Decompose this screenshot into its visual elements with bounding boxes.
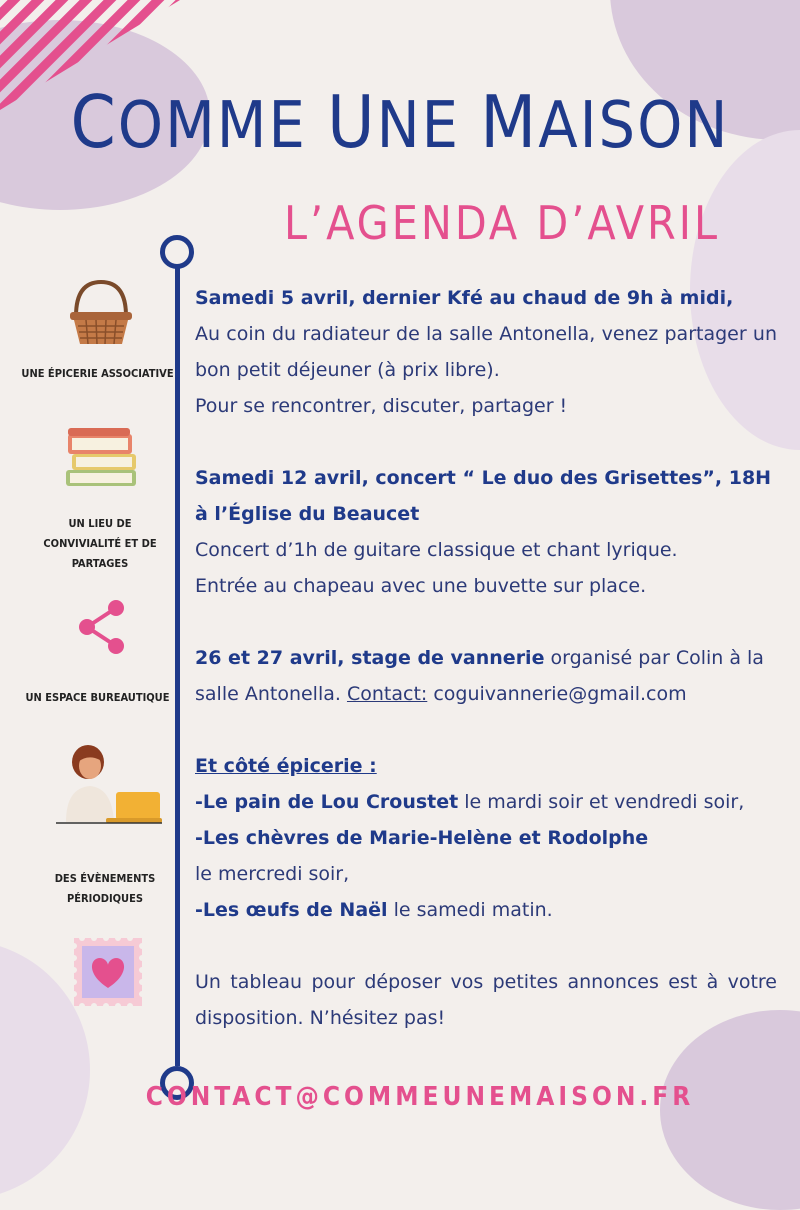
event-3-title: 26 et 27 avril, stage de vannerie bbox=[195, 647, 545, 669]
event-2-description: Concert d’1h de guitare classique et chant lyrique. bbox=[195, 539, 678, 561]
event-3-contact-label: Contact: bbox=[346, 683, 428, 705]
contact-email-link[interactable]: CONTACT@COMMEUNEMAISON.FR bbox=[145, 1082, 695, 1112]
event-3-email-link[interactable]: coguivannerie@gmail.com bbox=[427, 683, 687, 705]
person-laptop-icon bbox=[56, 742, 162, 824]
books-icon bbox=[62, 428, 144, 490]
epicerie-item-1-name: -Le pain de Lou Croustet bbox=[195, 791, 459, 813]
page-title: COMME UNE MAISON bbox=[70, 80, 730, 164]
event-2-note: Entrée au chapeau avec une buvette sur place. bbox=[195, 575, 647, 597]
epicerie-item-2 bbox=[195, 820, 777, 856]
share-icon bbox=[76, 598, 128, 656]
epicerie-item-1 bbox=[195, 784, 777, 820]
epicerie-item-3-name: -Les œufs de Naël bbox=[195, 899, 388, 921]
event-1-note: Pour se rencontrer, discuter, partager ! bbox=[195, 395, 568, 417]
label-convivialite: UN LIEU DE CONVIVIALITÉ ET DE PARTAGES bbox=[43, 517, 157, 570]
agenda-content bbox=[195, 280, 777, 1036]
epicerie-item-1-schedule: le mardi soir et vendredi soir, bbox=[458, 791, 745, 813]
agenda-subtitle: L’AGENDA D’AVRIL bbox=[283, 196, 720, 250]
epicerie-item-3 bbox=[195, 892, 777, 928]
label-evenements: DES ÉVÈNEMENTS PÉRIODIQUES bbox=[54, 872, 156, 905]
event-1-description: Au coin du radiateur de la salle Antonella, venez partager un bon petit déjeuner (à prix libre). bbox=[195, 323, 777, 381]
timeline-line bbox=[175, 266, 180, 1066]
epicerie-item-2-schedule: le mercredi soir, bbox=[195, 863, 350, 885]
epicerie-heading: Et côté épicerie : bbox=[195, 755, 377, 777]
event-3-description: organisé par Colin à la salle Antonella. bbox=[195, 647, 764, 705]
epicerie-item-3-schedule: le samedi matin. bbox=[387, 899, 553, 921]
footer-note: Un tableau pour déposer vos petites annonces est à votre disposition. N’hésitez pas! bbox=[195, 971, 777, 1029]
event-1 bbox=[195, 280, 777, 316]
event-3 bbox=[195, 640, 777, 712]
event-2-title: Samedi 12 avril, concert “ Le duo des Grisettes”, 18H à l’Église du Beaucet bbox=[195, 467, 772, 525]
epicerie-item-2-name: -Les chèvres de Marie-Helène et Rodolphe bbox=[195, 827, 649, 849]
event-1-title: Samedi 5 avril, dernier Kfé au chaud de 9h à midi, bbox=[195, 287, 734, 309]
basket-icon bbox=[66, 278, 136, 348]
timeline-start-circle bbox=[160, 235, 194, 269]
label-bureautique: UN ESPACE BUREAUTIQUE bbox=[25, 691, 170, 704]
heart-stamp-icon bbox=[72, 936, 144, 1008]
label-epicerie: UNE ÉPICERIE ASSOCIATIVE bbox=[21, 367, 174, 380]
